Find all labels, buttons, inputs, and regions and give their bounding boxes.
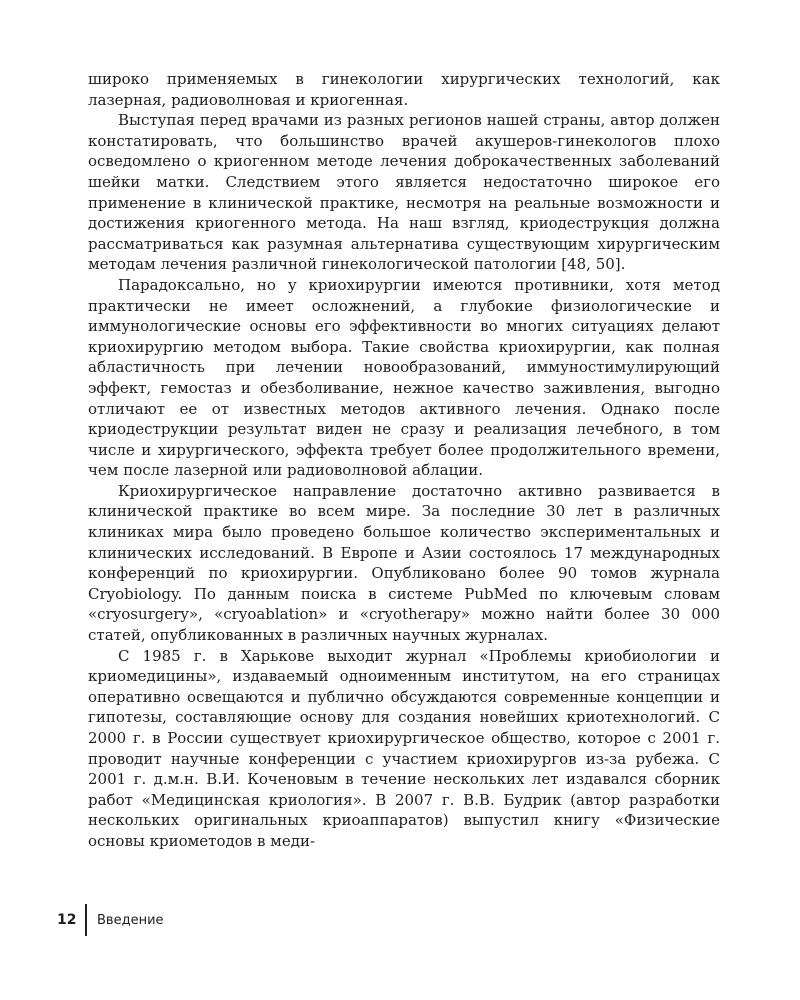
- paragraph-history: С 1985 г. в Харькове выходит журнал «Проблемы криобиологии и криомедицины», издаваемый одноименным институтом, на его страницах оперативно освещаются и публично обсуждаются современные концепции и гипотезы, составляющие основу для создания новейших криотехнологий. С 2000 г. в России существует криохирургическое общество, которое с 2001 г. проводит научные конференции с участием криохирургов из-за рубежа. С 2001 г. д.м.н. В.И. Коченовым в течение нескольких лет издавался сборник работ «Медицинская криология». В 2007 г. В.В. Будрик (автор разработки нескольких оригинальных криоаппаратов) выпустил книгу «Физические основы криометодов в меди-: [88, 646, 720, 850]
- paragraph-awareness: Выступая перед врачами из разных регионов нашей страны, автор должен констатировать, что большинство врачей акушеров-гинекологов плохо осведомлено о криогенном методе лечения доброкачественных заболеваний шейки матки. Следствием этого является недостаточно широкое его применение в клинической практике, несмотря на реальные возможности и достижения криогенного метода. На наш взгляд, криодеструкция должна рассматриваться как разумная альтернатива существующим хирургическим методам лечения различной гинекологической патологии [48, 50].: [88, 111, 720, 274]
- running-head: Введение: [97, 912, 164, 928]
- paragraph-paradox: Парадоксально, но у криохирургии имеются противники, хотя метод практически не имеет осложнений, а глубокие физиологические и иммунологические основы его эффективности во многих ситуациях делают криохирургию методом выбора. Такие свойства криохирургии, как полная абластичность при лечении новообразований, иммуностимулирующий эффект, гемостаз и обезболивание, нежное качество заживления, выгодно отличают ее от известных методов активного лечения. Однако после криодеструкции результат виден не сразу и реализация лечебного, в том числе и хирургического, эффекта требует более продолжительного времени, чем после лазерной или радиоволновой аблации.: [88, 275, 720, 480]
- footer-divider: [85, 904, 87, 936]
- page-footer: [57, 904, 164, 936]
- paragraph-continuation: широко применяемых в гинекологии хирургических технологий, как лазерная, радиоволновая и криогенная.: [88, 70, 720, 109]
- paragraph-worldwide: Криохирургическое направление достаточно активно развивается в клинической практике во всем мире. За последние 30 лет в различных клиниках мира было проведено большое количество экспериментальных и клинических исследований. В Европе и Азии состоялось 17 международных конференций по криохирургии. Опубликовано более 90 томов журнала Cryobiology. По данным поиска в системе PubMed по ключевым словам «cryosurgery», «cryoablation» и «cryotherapy» можно найти более 30 000 статей, опубликованных в различных научных журналах.: [88, 481, 720, 645]
- page-number: 12: [57, 912, 77, 928]
- body-text: [88, 69, 720, 852]
